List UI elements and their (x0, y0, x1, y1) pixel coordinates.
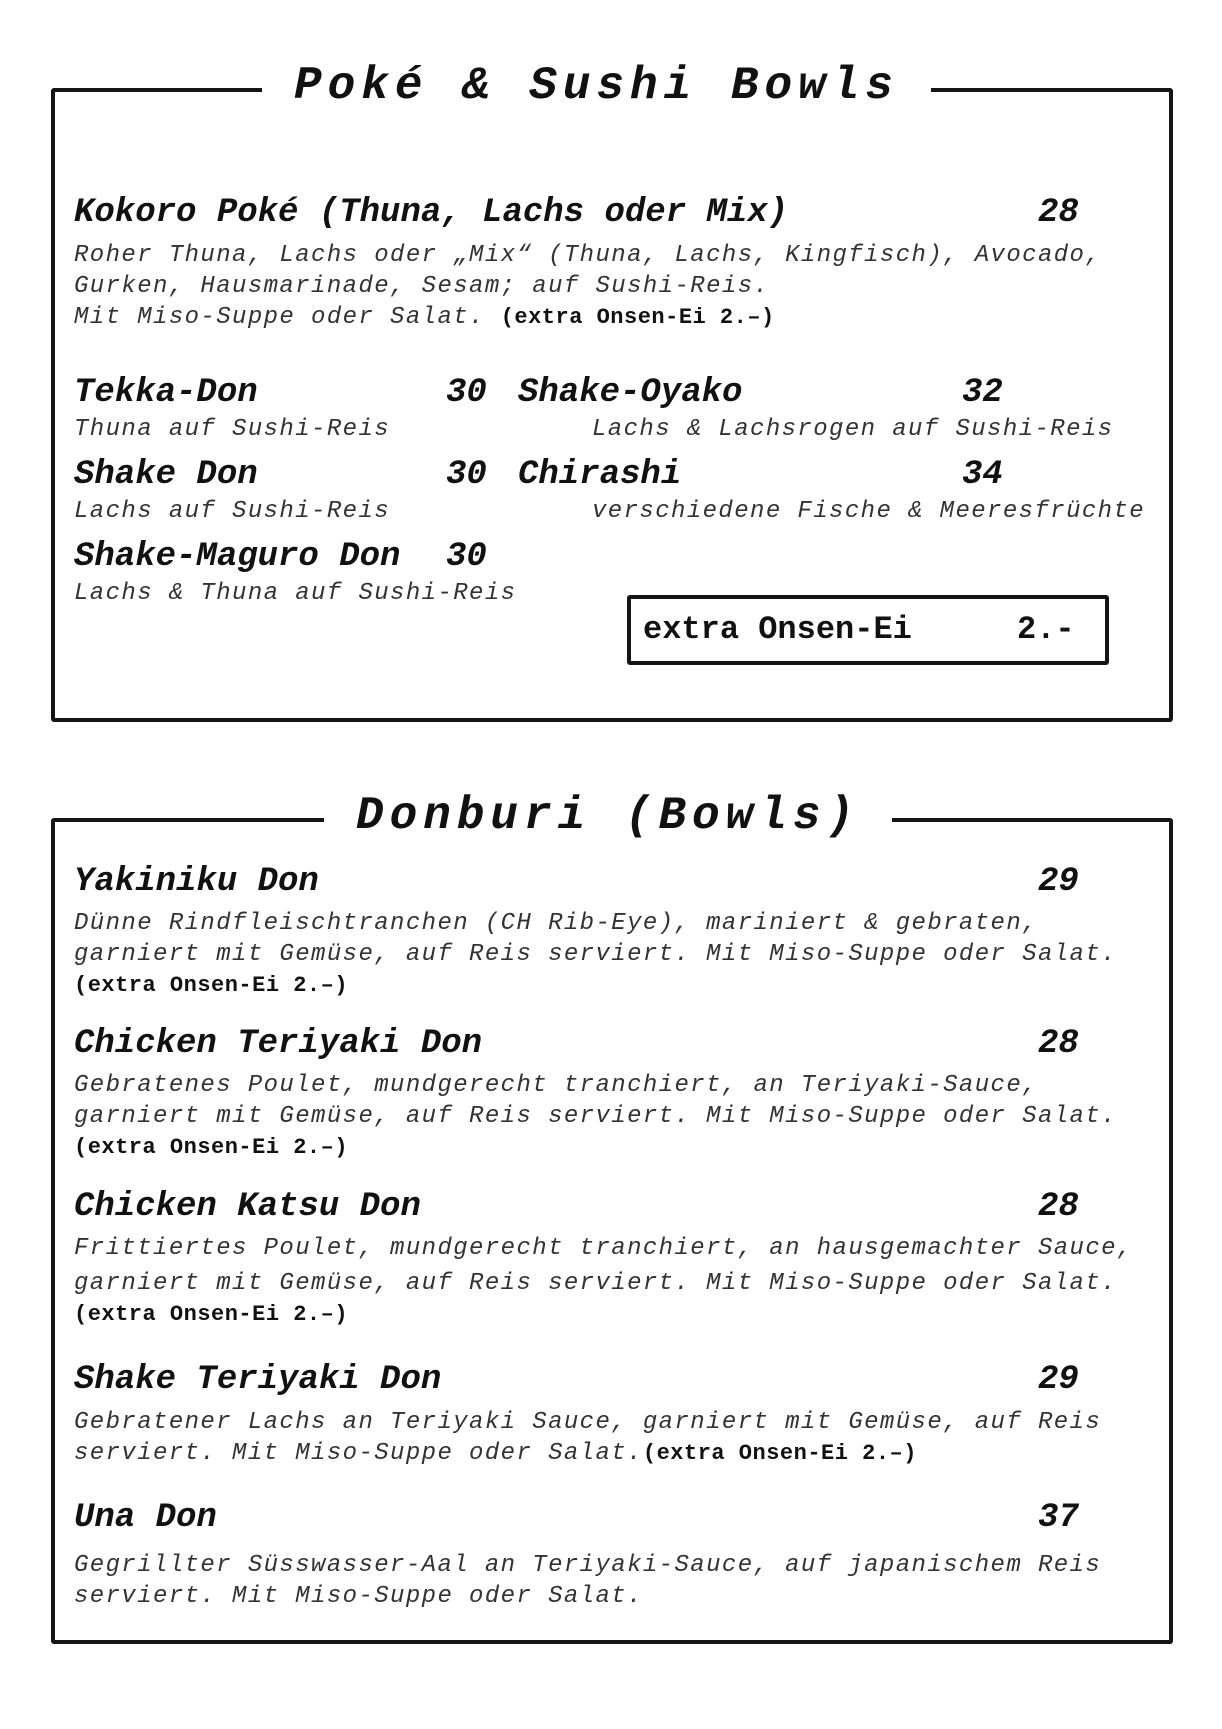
chirashi-description: verschiedene Fische & Meeresfrüchte (592, 498, 1146, 525)
chicken-katsu-don-description (74, 1233, 1133, 1330)
chicken-katsu-desc-line-2: garniert mit Gemüse, auf Reis serviert. Mit Miso-Suppe oder Salat. (74, 1270, 1117, 1297)
chicken-katsu-don-price: 28 (1038, 1188, 1079, 1226)
shake-maguro-don-description: Lachs & Thuna auf Sushi-Reis (74, 580, 517, 607)
shake-teriyaki-don-price: 29 (1038, 1361, 1079, 1399)
kokoro-desc-line-1: Roher Thuna, Lachs oder „Mix“ (Thuna, Lachs, Kingfisch), Avocado, (74, 242, 1102, 269)
yakiniku-don-description (74, 908, 1117, 1001)
kokoro-poke-description (74, 240, 1101, 333)
chicken-katsu-don-name: Chicken Katsu Don (74, 1188, 421, 1226)
kokoro-poke-name: Kokoro Poké (Thuna, Lachs oder Mix) (74, 194, 789, 232)
shake-oyako-name: Shake-Oyako (518, 374, 743, 412)
kokoro-desc-line-2: Gurken, Hausmarinade, Sesam; auf Sushi-Reis. (74, 273, 770, 300)
poke-section-title: Poké & Sushi Bowls (262, 58, 931, 114)
shake-teriyaki-desc-line-2 (74, 1438, 1101, 1469)
chicken-teriyaki-extra-note: (extra Onsen-Ei 2.–) (74, 1135, 349, 1160)
una-don-name: Una Don (74, 1499, 217, 1537)
extra-onsen-ei-label: extra Onsen-Ei (643, 611, 912, 648)
una-don-desc-line-1: Gegrillter Süsswasser-Aal an Teriyaki-Sauce, auf japanischem Reis (74, 1552, 1102, 1579)
tekka-don-name: Tekka-Don (74, 374, 258, 412)
yakiniku-extra-note: (extra Onsen-Ei 2.–) (74, 973, 349, 998)
chicken-teriyaki-don-price: 28 (1038, 1025, 1079, 1063)
kokoro-desc-line-3 (74, 302, 1101, 333)
chirashi-price: 34 (962, 456, 1003, 494)
chicken-teriyaki-desc-line-1: Gebratenes Poulet, mundgerecht tranchiert, an Teriyaki-Sauce, (74, 1072, 1038, 1099)
donburi-section-title: Donburi (Bowls) (324, 788, 892, 844)
shake-oyako-price: 32 (962, 374, 1003, 412)
shake-teriyaki-desc-line-1: Gebratener Lachs an Teriyaki Sauce, garniert mit Gemüse, auf Reis (74, 1409, 1102, 1436)
shake-teriyaki-don-name: Shake Teriyaki Don (74, 1361, 442, 1399)
una-don-description (74, 1550, 1101, 1612)
shake-maguro-don-price: 30 (446, 538, 487, 576)
yakiniku-don-name: Yakiniku Don (74, 863, 319, 901)
extra-onsen-ei-box (627, 595, 1109, 665)
tekka-don-price: 30 (446, 374, 487, 412)
shake-teriyaki-don-description (74, 1407, 1101, 1469)
una-don-price: 37 (1038, 1499, 1079, 1537)
shake-oyako-description: Lachs & Lachsrogen auf Sushi-Reis (592, 416, 1114, 443)
yakiniku-desc-line-1: Dünne Rindfleischtranchen (CH Rib-Eye), mariniert & gebraten, (74, 910, 1038, 937)
shake-maguro-don-name: Shake-Maguro Don (74, 538, 401, 576)
extra-onsen-ei-price: 2.- (1017, 611, 1075, 648)
chicken-katsu-desc-line-1: Frittiertes Poulet, mundgerecht tranchiert, an hausgemachter Sauce, (74, 1235, 1133, 1262)
chirashi-name: Chirashi (518, 456, 682, 494)
shake-don-name: Shake Don (74, 456, 258, 494)
yakiniku-desc-line-2: garniert mit Gemüse, auf Reis serviert. Mit Miso-Suppe oder Salat. (74, 941, 1117, 968)
shake-don-price: 30 (446, 456, 487, 494)
shake-teriyaki-desc-line-2-text: serviert. Mit Miso-Suppe oder Salat. (74, 1440, 643, 1467)
shake-don-description: Lachs auf Sushi-Reis (74, 498, 391, 525)
chicken-katsu-extra-note: (extra Onsen-Ei 2.–) (74, 1302, 349, 1327)
una-don-desc-line-2: serviert. Mit Miso-Suppe oder Salat. (74, 1583, 643, 1610)
kokoro-extra-note: (extra Onsen-Ei 2.–) (500, 305, 775, 330)
chicken-teriyaki-don-name: Chicken Teriyaki Don (74, 1025, 483, 1063)
kokoro-desc-line-3-text: Mit Miso-Suppe oder Salat. (74, 304, 485, 331)
yakiniku-don-price: 29 (1038, 863, 1079, 901)
shake-teriyaki-extra-note: (extra Onsen-Ei 2.–) (642, 1441, 917, 1466)
kokoro-poke-price: 28 (1038, 194, 1079, 232)
chicken-teriyaki-desc-line-2: garniert mit Gemüse, auf Reis serviert. Mit Miso-Suppe oder Salat. (74, 1103, 1117, 1130)
tekka-don-description: Thuna auf Sushi-Reis (74, 416, 391, 443)
chicken-teriyaki-don-description (74, 1070, 1117, 1163)
